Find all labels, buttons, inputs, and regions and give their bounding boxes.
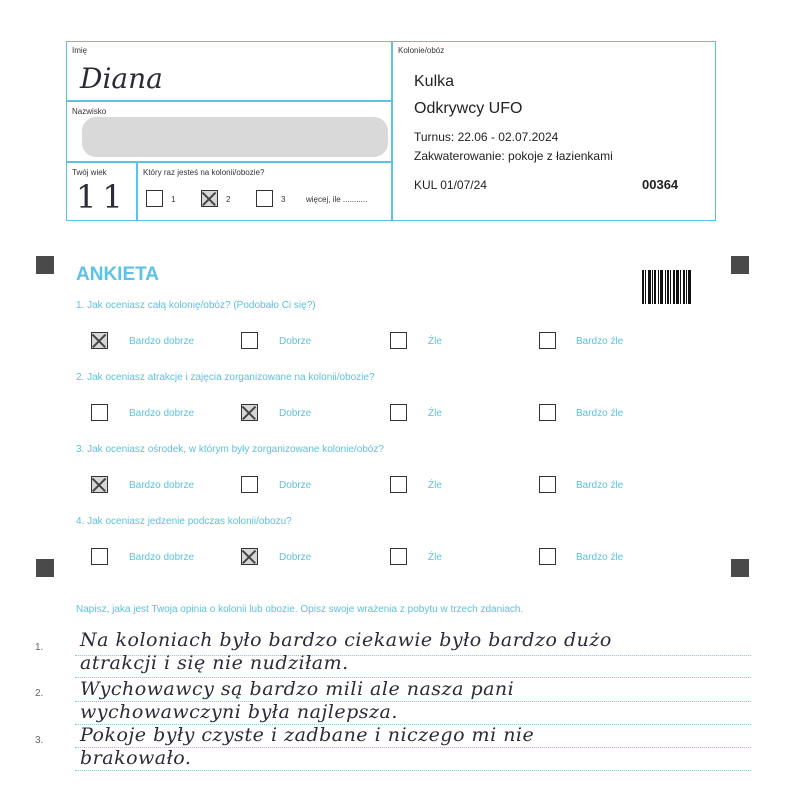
surname-label: Nazwisko (72, 107, 107, 116)
q4-option-bardzo-zle-checkbox[interactable] (539, 548, 556, 565)
barcode (642, 270, 698, 304)
times-option-3-label: 3 (281, 195, 286, 204)
q2-option-bardzo-dobrze-checkbox[interactable] (91, 404, 108, 421)
q4-option-zle-checkbox[interactable] (390, 548, 407, 565)
q3-option-dobrze-checkbox[interactable] (241, 476, 258, 493)
q1-option-zle-checkbox[interactable] (390, 332, 407, 349)
times-option-1-label: 1 (171, 195, 176, 204)
opinion-prompt: Napisz, jaka jest Twoja opinia o kolonii lub obozie. Opisz swoje wrażenia z pobytu w trzech zdaniach. (76, 604, 524, 615)
times-option-1-checkbox[interactable] (146, 190, 163, 207)
q3-option-bardzo-zle-label: Bardzo źle (576, 480, 624, 491)
q3-option-zle-checkbox[interactable] (390, 476, 407, 493)
q4-option-dobrze-label: Dobrze (279, 552, 312, 563)
registration-marker-top-left (36, 256, 54, 274)
q2-option-zle-label: Źle (428, 408, 442, 419)
q2-option-dobrze-checkbox[interactable] (241, 404, 258, 421)
question-2-text: 2. Jak oceniasz atrakcje i zajęcia zorganizowane na kolonii/obozie? (76, 372, 375, 383)
accommodation-text: Zakwaterowanie: pokoje z łazienkami (414, 149, 613, 163)
q1-option-zle-label: Źle (428, 336, 442, 347)
q2-option-dobrze-label: Dobrze (279, 408, 312, 419)
answer-2-line-2[interactable]: wychowawczyni była najlepsza. (80, 701, 398, 723)
camp-program: Odkrywcy UFO (414, 100, 523, 117)
registration-marker-bottom-right (731, 559, 749, 577)
camp-name: Kulka (414, 73, 455, 90)
registration-marker-top-right (731, 256, 749, 274)
q3-option-dobrze-label: Dobrze (279, 480, 312, 491)
name-label: Imię (72, 46, 88, 55)
q4-option-bardzo-dobrze-checkbox[interactable] (91, 548, 108, 565)
header-divider-2 (66, 161, 392, 163)
header-divider-vertical (391, 41, 393, 221)
survey-title: ANKIETA (76, 264, 160, 285)
q1-option-dobrze-checkbox[interactable] (241, 332, 258, 349)
name-value[interactable]: Diana (80, 62, 163, 95)
surname-redacted (82, 117, 388, 157)
q2-option-bardzo-dobrze-label: Bardzo dobrze (129, 408, 195, 419)
q1-option-bardzo-zle-label: Bardzo źle (576, 336, 624, 347)
times-more-field[interactable]: więcej, ile ........... (306, 195, 368, 204)
opinion-number-1: 1. (35, 642, 44, 653)
question-4-text: 4. Jak oceniasz jedzenie podczas kolonii/obozu? (76, 516, 292, 527)
age-value[interactable]: 11 (76, 178, 129, 216)
q4-option-dobrze-checkbox[interactable] (241, 548, 258, 565)
camp-code: KUL 01/07/24 (414, 178, 487, 192)
times-option-2-checkbox[interactable] (201, 190, 218, 207)
opinion-number-3: 3. (35, 735, 44, 746)
q4-option-bardzo-dobrze-label: Bardzo dobrze (129, 552, 195, 563)
opinion-number-2: 2. (35, 688, 44, 699)
question-1-text: 1. Jak oceniasz całą kolonię/obóz? (Podobało Ci się?) (76, 300, 316, 311)
answer-2-line-1[interactable]: Wychowawcy są bardzo mili ale nasza pani (80, 678, 515, 700)
question-3-text: 3. Jak oceniasz ośrodek, w którym były zorganizowane kolonie/obóz? (76, 444, 384, 455)
q1-option-bardzo-dobrze-checkbox[interactable] (91, 332, 108, 349)
q2-option-bardzo-zle-label: Bardzo źle (576, 408, 624, 419)
q3-option-zle-label: Źle (428, 480, 442, 491)
times-label: Który raz jesteś na kolonii/obozie? (143, 168, 265, 177)
answer-line-6 (75, 770, 751, 771)
q3-option-bardzo-dobrze-checkbox[interactable] (91, 476, 108, 493)
header-divider-age (136, 161, 138, 221)
q4-option-zle-label: Źle (428, 552, 442, 563)
answer-1-line-2[interactable]: atrakcji i się nie nudziłam. (80, 652, 349, 674)
answer-1-line-1[interactable]: Na koloniach było bardzo ciekawie było bardzo dużo (80, 629, 612, 651)
q1-option-dobrze-label: Dobrze (279, 336, 312, 347)
q3-option-bardzo-zle-checkbox[interactable] (539, 476, 556, 493)
camp-label: Kolonie/obóz (398, 46, 445, 55)
age-label: Twój wiek (72, 168, 107, 177)
header-divider-1 (66, 100, 392, 102)
q1-option-bardzo-zle-checkbox[interactable] (539, 332, 556, 349)
answer-3-line-2[interactable]: brakowało. (80, 747, 192, 769)
times-option-3-checkbox[interactable] (256, 190, 273, 207)
q1-option-bardzo-dobrze-label: Bardzo dobrze (129, 336, 195, 347)
form-number: 00364 (642, 177, 679, 192)
q2-option-bardzo-zle-checkbox[interactable] (539, 404, 556, 421)
answer-3-line-1[interactable]: Pokoje były czyste i zadbane i niczego mi nie (80, 724, 535, 746)
registration-marker-bottom-left (36, 559, 54, 577)
q2-option-zle-checkbox[interactable] (390, 404, 407, 421)
q3-option-bardzo-dobrze-label: Bardzo dobrze (129, 480, 195, 491)
times-option-2-label: 2 (226, 195, 231, 204)
turnus-text: Turnus: 22.06 - 02.07.2024 (414, 130, 559, 144)
q4-option-bardzo-zle-label: Bardzo źle (576, 552, 624, 563)
